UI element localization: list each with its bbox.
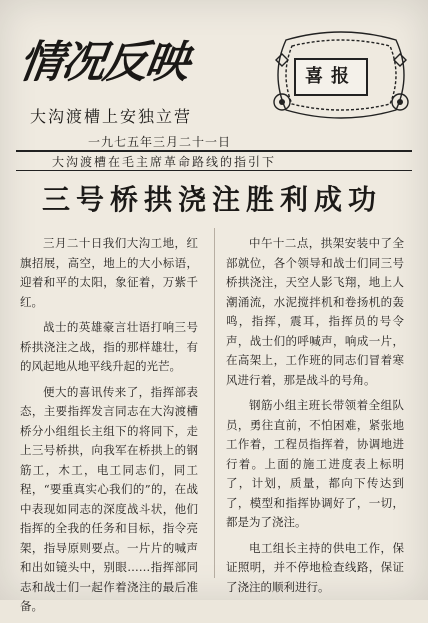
paragraph: 三月二十日我们大沟工地，红旗招展，高空，地上的大小标语，迎着和平的太阳，象征着，万紫千红。 [20,236,198,309]
seal-label: 喜报 [294,58,368,96]
paragraph: 钢筋小组主班长带领着全组队员，勇往直前，不怕困难，紧张地工作着，工程员指挥着，协调地进行着。上面的施工进度表上标明了，计划，质量，都向下传达到了，模型和指挥协调好了，一切，都是为了浇注。 [226,398,404,529]
top-rule-divider [16,150,412,152]
paragraph: 电工组长主持的供电工作，保证照明，并不停地检查线路，保证了浇注的顺利进行。 [226,540,404,594]
issue-date: 一九七五年三月二十一日 [88,135,232,149]
paragraph: 便大的喜讯传来了，指挥部表态，主要指挥发言同志在大沟渡槽桥分小组组长主组下的将同下，走上三号桥拱，向我军在桥拱上的钢筋工，木工，电工同志们，同工程，“要重真实心我们的”的，在战中表现如同志的深度战斗状，他们指挥的全我的任务和目标，指令亮架，指导原则要点。一片片的喊声和出如镜头中，别眼……指挥部同志和战士们一起作着浇注的最后准备。 [20,384,198,613]
masthead-title: 情况反映 [15,37,191,88]
paragraph: 中午十二点，拱架安装中了全部就位，各个领导和战士们同三号桥拱浇注，天空人影飞翔，地上人潮涌流，水泥搅拌机和卷扬机的轰鸣，指挥，震耳，指挥员的号令声，战士们的呼喊声，响成一片，在高架上，工作班的同志们冒着寒风进行着，那是战斗的号角。 [226,236,404,387]
column-divider [214,228,215,578]
paragraph: 战士的英雄豪言壮语打响三号桥拱浇注之战，指的那样雄壮，有的风起地从地平线升起的光芒。 [20,320,198,373]
bottom-rule-divider [16,170,412,171]
left-column [20,234,198,623]
masthead-subtitle: 大沟渡槽上安独立营 [30,107,193,126]
right-column [226,234,404,603]
article-headline: 三号桥拱浇注胜利成功 [42,183,383,216]
guideline-line: 大沟渡槽在毛主席革命路线的指引下 [52,155,277,169]
